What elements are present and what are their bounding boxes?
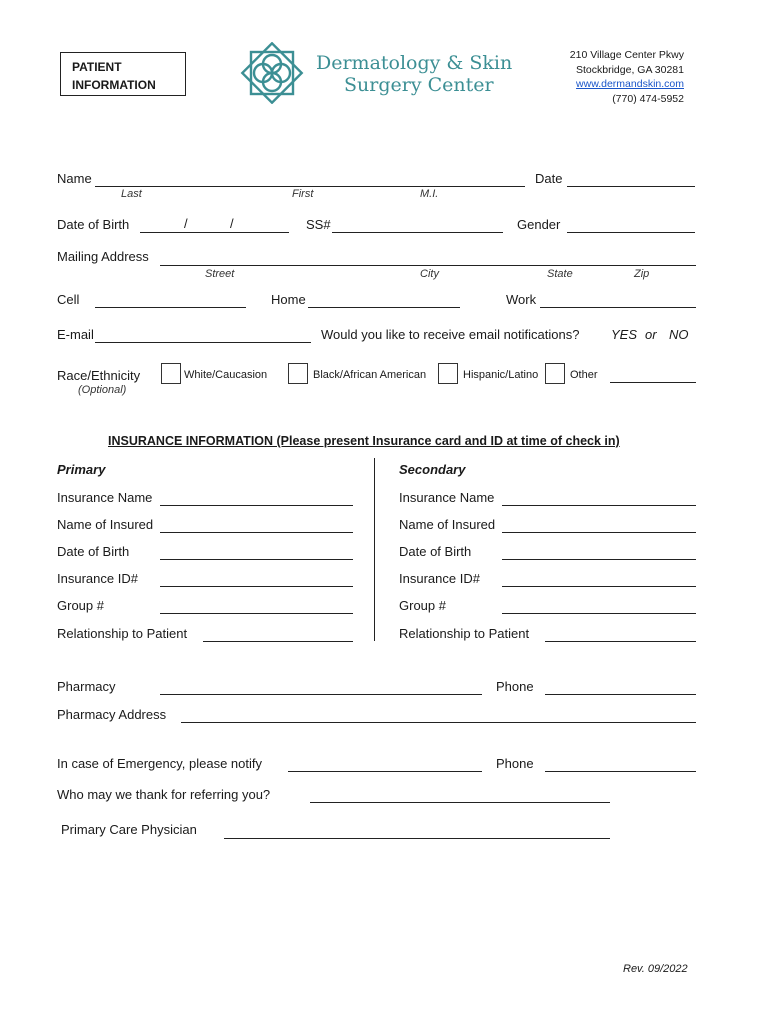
dob-label: Date of Birth — [57, 217, 130, 232]
primary-insurance-name-label: Insurance Name — [57, 490, 153, 505]
patient-information-box — [60, 52, 186, 96]
patient-box-line2: INFORMATION — [72, 78, 156, 92]
address-sub-state: State — [547, 268, 573, 280]
insurance-heading: INSURANCE INFORMATION (Please present Insurance card and ID at time of check in) — [108, 434, 620, 448]
gender-label: Gender — [517, 217, 561, 232]
emergency-phone-label: Phone — [496, 756, 534, 771]
cell-label: Cell — [57, 292, 80, 307]
secondary-title: Secondary — [399, 462, 466, 477]
secondary-insurance-name-field[interactable] — [502, 505, 696, 506]
secondary-relationship-label: Relationship to Patient — [399, 626, 530, 641]
email-question: Would you like to receive email notifications? — [321, 327, 580, 342]
secondary-name-of-insured-field[interactable] — [502, 532, 696, 533]
clinic-logo-icon — [234, 42, 310, 104]
primary-name-of-insured-label: Name of Insured — [57, 517, 154, 532]
pcp-field[interactable] — [224, 838, 610, 839]
pharmacy-phone-field[interactable] — [545, 694, 696, 695]
clinic-phone: (770) 474-5952 — [612, 92, 684, 105]
race-white-label: White/Caucasion — [184, 369, 268, 381]
primary-insurance-id-label: Insurance ID# — [57, 571, 138, 586]
address-line1: 210 Village Center Pkwy — [569, 49, 684, 61]
secondary-insurance-id-label: Insurance ID# — [399, 571, 480, 586]
primary-dob-field[interactable] — [160, 559, 353, 560]
mailing-address-label: Mailing Address — [57, 249, 149, 264]
referral-field[interactable] — [310, 802, 610, 803]
race-other-label: Other — [570, 369, 598, 381]
race-hispanic-checkbox[interactable] — [438, 363, 458, 384]
race-other-checkbox[interactable] — [545, 363, 565, 384]
pharmacy-address-field[interactable] — [181, 722, 696, 723]
primary-relationship-label: Relationship to Patient — [57, 626, 188, 641]
home-label: Home — [271, 292, 306, 307]
email-field[interactable] — [95, 342, 311, 343]
website-link[interactable]: www.dermandskin.com — [576, 78, 684, 90]
name-label: Name — [57, 171, 92, 186]
clinic-address-block — [570, 48, 684, 106]
race-label: Race/Ethnicity — [57, 368, 141, 383]
secondary-dob-field[interactable] — [502, 559, 696, 560]
race-hispanic-label: Hispanic/Latino — [463, 369, 539, 381]
email-or-text: or — [645, 327, 657, 342]
emergency-contact-label: In case of Emergency, please notify — [57, 756, 262, 771]
brand-name-line1: Dermatology & Skin — [316, 52, 513, 74]
secondary-group-label: Group # — [399, 598, 446, 613]
primary-name-of-insured-field[interactable] — [160, 532, 353, 533]
secondary-relationship-field[interactable] — [545, 641, 696, 642]
email-yes-option[interactable]: YES — [611, 327, 638, 342]
date-field[interactable] — [567, 186, 695, 187]
emergency-contact-field[interactable] — [288, 771, 482, 772]
name-field[interactable] — [95, 186, 525, 187]
revision-note: Rev. 09/2022 — [623, 963, 688, 975]
primary-title: Primary — [57, 462, 106, 477]
name-sub-last: Last — [121, 188, 142, 200]
cell-field[interactable] — [95, 307, 246, 308]
name-sub-mi: M.I. — [420, 188, 439, 200]
pharmacy-address-label: Pharmacy Address — [57, 707, 167, 722]
race-black-label: Black/African American — [313, 369, 427, 381]
primary-relationship-field[interactable] — [203, 641, 353, 642]
secondary-dob-label: Date of Birth — [399, 544, 472, 559]
home-field[interactable] — [308, 307, 460, 308]
primary-group-label: Group # — [57, 598, 104, 613]
primary-insurance-name-field[interactable] — [160, 505, 353, 506]
brand-name-line2: Surgery Center — [344, 74, 494, 96]
secondary-insurance-id-field[interactable] — [502, 586, 696, 587]
name-sub-first: First — [292, 188, 314, 200]
primary-insurance-id-field[interactable] — [160, 586, 353, 587]
address-line2: Stockbridge, GA 30281 — [576, 63, 684, 76]
address-sub-zip: Zip — [634, 268, 650, 280]
secondary-name-of-insured-label: Name of Insured — [399, 517, 496, 532]
work-field[interactable] — [540, 307, 696, 308]
gender-field[interactable] — [567, 232, 695, 233]
dob-separator-2: / — [230, 216, 234, 231]
email-no-option[interactable]: NO — [669, 327, 689, 342]
ss-field[interactable] — [332, 232, 503, 233]
insurance-divider — [374, 458, 375, 641]
secondary-group-field[interactable] — [502, 613, 696, 614]
referral-label: Who may we thank for referring you? — [57, 787, 271, 802]
secondary-insurance-name-label: Insurance Name — [399, 490, 495, 505]
pharmacy-label: Pharmacy — [57, 679, 116, 694]
pharmacy-phone-label: Phone — [496, 679, 534, 694]
address-sub-city: City — [420, 268, 439, 280]
race-white-checkbox[interactable] — [161, 363, 181, 384]
dob-field[interactable] — [140, 232, 289, 233]
mailing-address-field[interactable] — [160, 265, 696, 266]
pharmacy-field[interactable] — [160, 694, 482, 695]
date-label: Date — [535, 171, 563, 186]
work-label: Work — [506, 292, 537, 307]
primary-group-field[interactable] — [160, 613, 353, 614]
race-black-checkbox[interactable] — [288, 363, 308, 384]
race-other-field[interactable] — [610, 382, 696, 383]
race-optional-note: (Optional) — [78, 384, 127, 396]
primary-dob-label: Date of Birth — [57, 544, 130, 559]
patient-box-line1: PATIENT — [72, 60, 122, 74]
dob-separator-1: / — [184, 216, 188, 231]
address-sub-street: Street — [205, 268, 235, 280]
email-label: E-mail — [57, 327, 94, 342]
ss-label: SS# — [306, 217, 331, 232]
pcp-label: Primary Care Physician — [61, 822, 197, 837]
emergency-phone-field[interactable] — [545, 771, 696, 772]
